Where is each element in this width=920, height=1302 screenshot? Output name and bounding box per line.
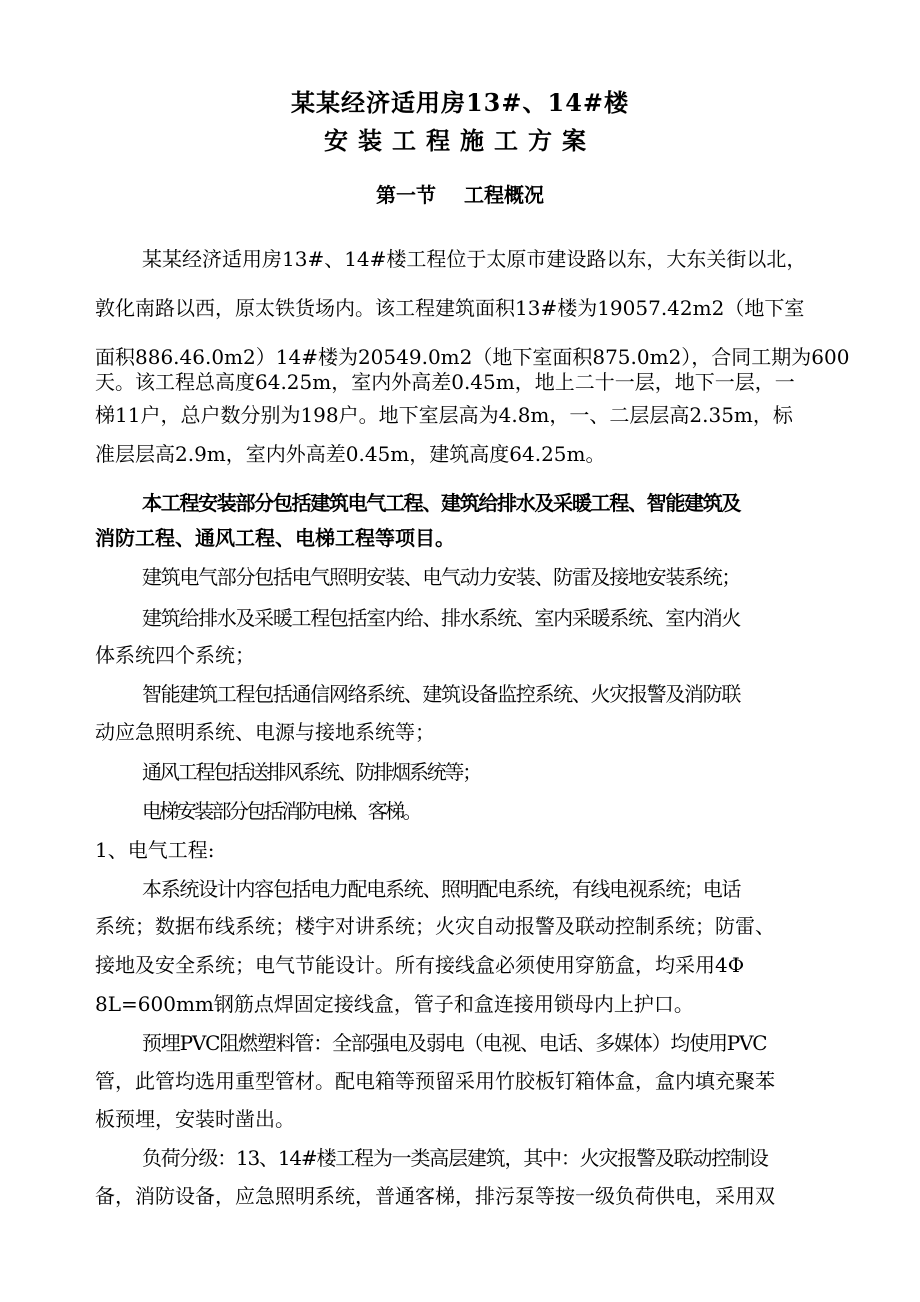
paragraph-line: 备，消防设备，应急照明系统，普通客梯，排污泵等按一级负荷供电，采用双 bbox=[95, 1184, 775, 1208]
subsection-heading: 1、电气工程: bbox=[95, 838, 215, 862]
paragraph-line: 敦化南路以西，原太铁货场内。该工程建筑面积13#楼为19057.42m2（地下室 bbox=[95, 296, 805, 320]
paragraph-line: 板预埋，安装时凿出。 bbox=[95, 1107, 295, 1131]
paragraph-line-bold: 消防工程、通风工程、电梯工程等项目。 bbox=[95, 526, 455, 550]
paragraph-line: 建筑电气部分包括电气照明安装、电气动力安装、防雷及接地安装系统； bbox=[142, 565, 741, 589]
paragraph-line: 天。该工程总高度64.25m，室内外高差0.45m，地上二十一层，地下一层，一 bbox=[95, 370, 795, 394]
paragraph-line: 电梯安装部分包括消防电梯、客梯。 bbox=[142, 799, 420, 823]
paragraph-line: 面积886.46.0m2）14#楼为20549.0m2（地下室面积875.0m2），合同工期为600 bbox=[95, 345, 850, 369]
section-name: 工程概况 bbox=[464, 183, 544, 207]
section-number: 第一节 bbox=[376, 183, 436, 207]
paragraph-line: 本系统设计内容包括电力配电系统、照明配电系统，有线电视系统；电话 bbox=[142, 877, 741, 901]
paragraph-line: 负荷分级：13、14#楼工程为一类高层建筑，其中：火灾报警及联动控制设 bbox=[142, 1146, 768, 1170]
paragraph-line: 通风工程包括送排风系统、防排烟系统等； bbox=[142, 760, 481, 784]
section-heading bbox=[0, 180, 920, 210]
document-title: 某某经济适用房13#、14#楼 bbox=[290, 88, 629, 117]
paragraph-line: 接地及安全系统；电气节能设计。所有接线盒必须使用穿筋盒，均采用4Φ bbox=[95, 953, 745, 977]
paragraph-line: 某某经济适用房13#、14#楼工程位于太原市建设路以东，大东关街以北， bbox=[142, 247, 807, 271]
paragraph-line: 系统；数据布线系统；楼宇对讲系统；火灾自动报警及联动控制系统；防雷、 bbox=[95, 914, 775, 938]
paragraph-line: 梯11户，总户数分别为198户。地下室层高为4.8m，一、二层层高2.35m，标 bbox=[95, 403, 793, 427]
document-subtitle: 安装工程施工方案 bbox=[324, 126, 596, 155]
paragraph-line: 管，此管均选用重型管材。配电箱等预留采用竹胶板钉箱体盒，盒内填充聚苯 bbox=[95, 1069, 775, 1093]
paragraph-line: 智能建筑工程包括通信网络系统、建筑设备监控系统、火灾报警及消防联 bbox=[142, 682, 741, 706]
paragraph-line-bold: 本工程安装部分包括建筑电气工程、建筑给排水及采暖工程、智能建筑及 bbox=[142, 491, 741, 515]
paragraph-line: 动应急照明系统、电源与接地系统等； bbox=[95, 720, 435, 744]
paragraph-line: 建筑给排水及采暖工程包括室内给、排水系统、室内采暖系统、室内消火 bbox=[142, 606, 741, 630]
paragraph-line: 体系统四个系统； bbox=[95, 643, 255, 667]
paragraph-line: 准层层高2.9m，室内外高差0.45m，建筑高度64.25m。 bbox=[95, 442, 606, 466]
paragraph-line: 预埋PVC阻燃塑料管：全部强电及弱电（电视、电话、多媒体）均使用PVC bbox=[142, 1031, 767, 1055]
paragraph-line: 8L=600mm钢筋点焊固定接线盒，管子和盒连接用锁母内上护口。 bbox=[95, 992, 694, 1016]
